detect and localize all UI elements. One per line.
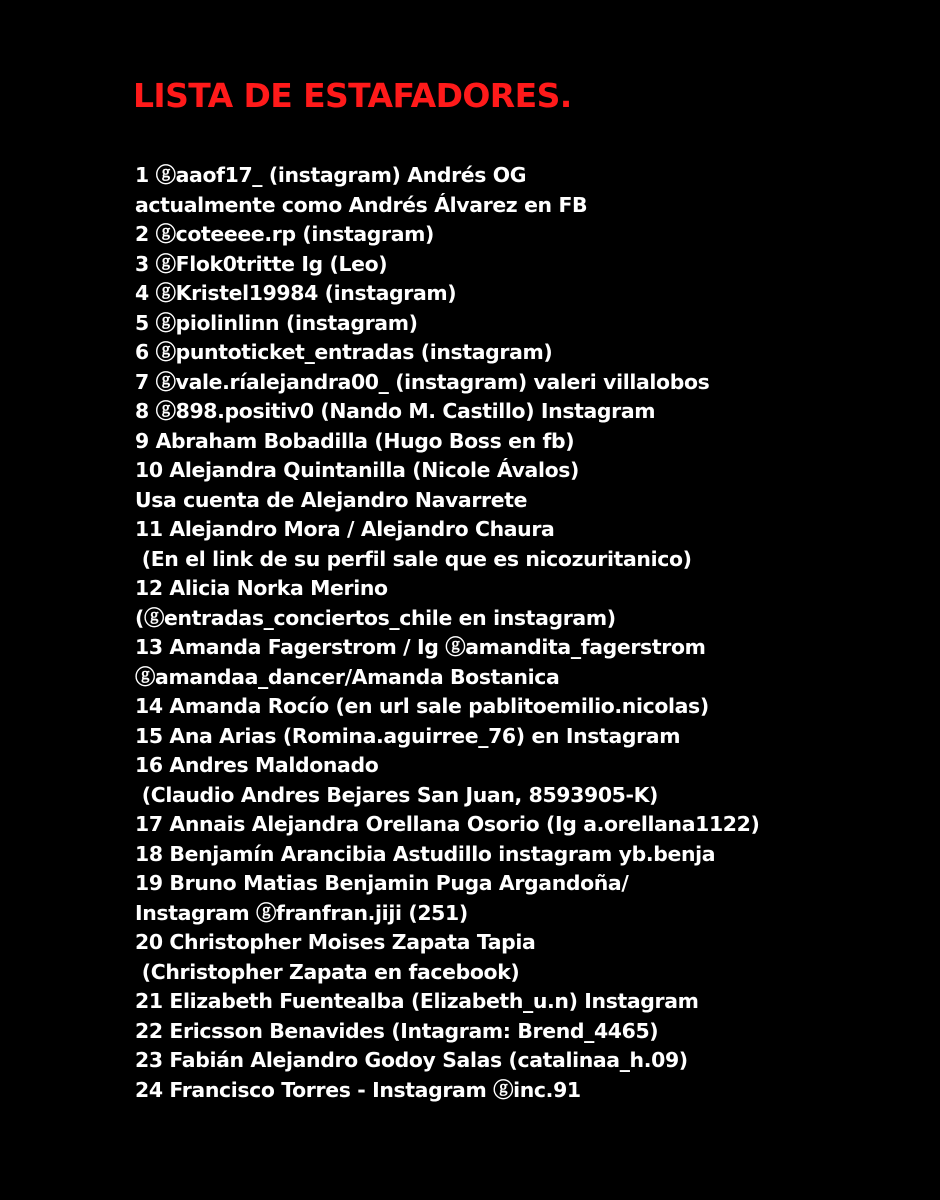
list-line: 3 ⓖFlok0tritte Ig (Leo): [135, 251, 388, 276]
list-line: 19 Bruno Matias Benjamin Puga Argandoña/: [135, 871, 629, 895]
list-line: 15 Ana Arias (Romina.aguirree_76) en Instagram: [135, 723, 681, 748]
list-line: Usa cuenta de Alejandro Navarrete: [135, 487, 528, 512]
list-line: (Claudio Andres Bejares San Juan, 8593905-K): [135, 782, 659, 807]
scammer-list: [135, 161, 925, 1105]
list-line: Instagram ⓖfranfran.jiji (251): [135, 900, 468, 925]
list-line: 11 Alejandro Mora / Alejandro Chaura: [135, 517, 555, 541]
list-line: (En el link de su perfil sale que es nicozuritanico): [135, 546, 692, 571]
list-line: 6 ⓖpuntoticket_entradas (instagram): [135, 340, 553, 364]
list-line: 23 Fabián Alejandro Godoy Salas (catalinaa_h.09): [135, 1048, 688, 1072]
list-line: 14 Amanda Rocío (en url sale pablitoemilio.nicolas): [135, 694, 709, 718]
list-line: ⓖamandaa_dancer/Amanda Bostanica: [135, 664, 560, 689]
list-line: 9 Abraham Bobadilla (Hugo Boss en fb): [135, 428, 575, 453]
page-title: LISTA DE ESTAFADORES.: [133, 76, 572, 115]
list-line: 17 Annais Alejandra Orellana Osorio (Ig a.orellana1122): [135, 812, 760, 836]
list-line: 12 Alicia Norka Merino: [135, 576, 388, 600]
list-line: 2 ⓖcoteeee.rp (instagram): [135, 222, 435, 246]
list-line: 21 Elizabeth Fuentealba (Elizabeth_u.n) Instagram: [135, 989, 699, 1013]
list-line: 22 Ericsson Benavides (Intagram: Brend_4465): [135, 1018, 659, 1043]
list-line: 10 Alejandra Quintanilla (Nicole Ávalos): [135, 458, 580, 482]
list-line: 8 ⓖ898.positiv0 (Nando M. Castillo) Instagram: [135, 399, 656, 423]
list-line: (ⓖentradas_conciertos_chile en instagram): [135, 605, 616, 630]
list-line: 1 ⓖaaof17_ (instagram) Andrés OG: [135, 163, 527, 187]
list-line: 16 Andres Maldonado: [135, 753, 379, 777]
list-line: 4 ⓖKristel19984 (instagram): [135, 281, 457, 305]
list-line: 7 ⓖvale.ríalejandra00_ (instagram) valeri villalobos: [135, 369, 710, 394]
list-line: 20 Christopher Moises Zapata Tapia: [135, 930, 536, 954]
list-line: (Christopher Zapata en facebook): [135, 959, 520, 984]
list-line: 24 Francisco Torres - Instagram ⓖinc.91: [135, 1077, 581, 1102]
list-line: actualmente como Andrés Álvarez en FB: [135, 192, 588, 217]
list-line: 13 Amanda Fagerstrom / Ig ⓖamandita_fagerstrom: [135, 635, 706, 659]
list-line: 5 ⓖpiolinlinn (instagram): [135, 310, 418, 335]
list-line: 18 Benjamín Arancibia Astudillo instagram yb.benja: [135, 841, 716, 866]
